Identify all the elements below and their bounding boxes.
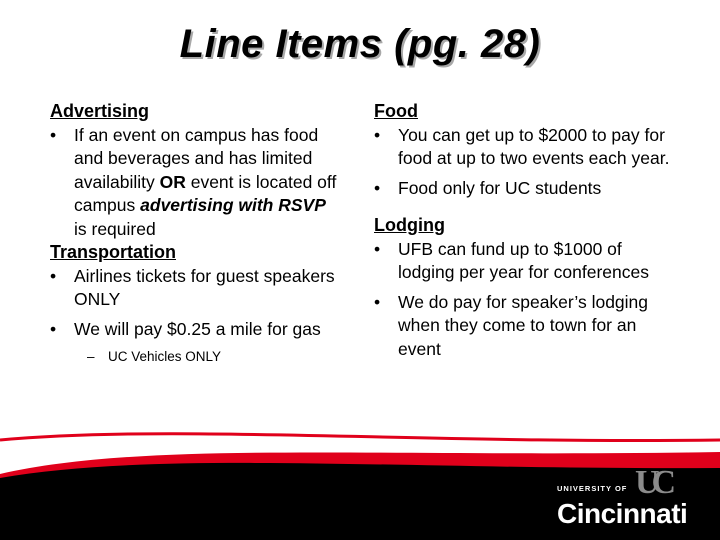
slide-title: Line Items (pg. 28) — [179, 22, 541, 66]
food-bullet-text: Food only for UC students — [398, 177, 602, 198]
logo-cincinnati: Cincinnati — [557, 498, 688, 529]
transportation-bullet — [50, 265, 340, 312]
bullet-icon: • — [374, 291, 381, 312]
lodging-bullet — [374, 238, 674, 285]
transportation-bullet-text: Airlines tickets for guest speakers ONLY — [74, 265, 335, 309]
bullet-icon: • — [374, 124, 381, 145]
bullet-icon: • — [374, 238, 381, 259]
food-bullet — [374, 124, 674, 171]
transportation-bullet — [50, 318, 340, 342]
food-bullet-text: You can get up to $2000 to pay for food at up to two events each year. — [398, 124, 670, 168]
bullet-icon: • — [50, 124, 57, 145]
left-column — [50, 100, 340, 367]
advertising-text-mid: event is located off campus — [74, 171, 337, 215]
uc-mark-icon: UC — [635, 464, 669, 501]
advertising-bullet — [50, 124, 340, 242]
advertising-text-or: OR — [159, 171, 186, 192]
lodging-bullet-text: We do pay for speaker’s lodging when they come to town for an event — [398, 291, 649, 359]
bullet-icon: • — [374, 177, 381, 198]
logo-university-of: UNIVERSITY OF — [557, 484, 628, 493]
lodging-bullet-text: UFB can fund up to $1000 of lodging per year for conferences — [398, 238, 649, 282]
transportation-sub-bullet — [50, 347, 340, 367]
transportation-heading: Transportation — [50, 242, 177, 262]
dash-icon: – — [87, 349, 95, 364]
advertising-text-emphasis: advertising with RSVP — [140, 195, 326, 215]
bullet-icon: • — [50, 318, 57, 339]
advertising-heading: Advertising — [50, 101, 150, 121]
food-bullet — [374, 177, 674, 201]
advertising-text-suffix: is required — [74, 218, 156, 239]
right-column — [374, 100, 674, 361]
transportation-sub-bullet-text: UC Vehicles ONLY — [108, 349, 222, 364]
advertising-text-prefix: If an event on campus has food and beverages and has limited availability — [74, 124, 319, 192]
transportation-bullet-text: We will pay $0.25 a mile for gas — [74, 318, 321, 339]
uc-logo — [557, 466, 702, 534]
lodging-heading: Lodging — [374, 215, 445, 235]
bullet-icon: • — [50, 265, 57, 286]
food-heading: Food — [374, 101, 418, 121]
lodging-bullet — [374, 291, 674, 362]
